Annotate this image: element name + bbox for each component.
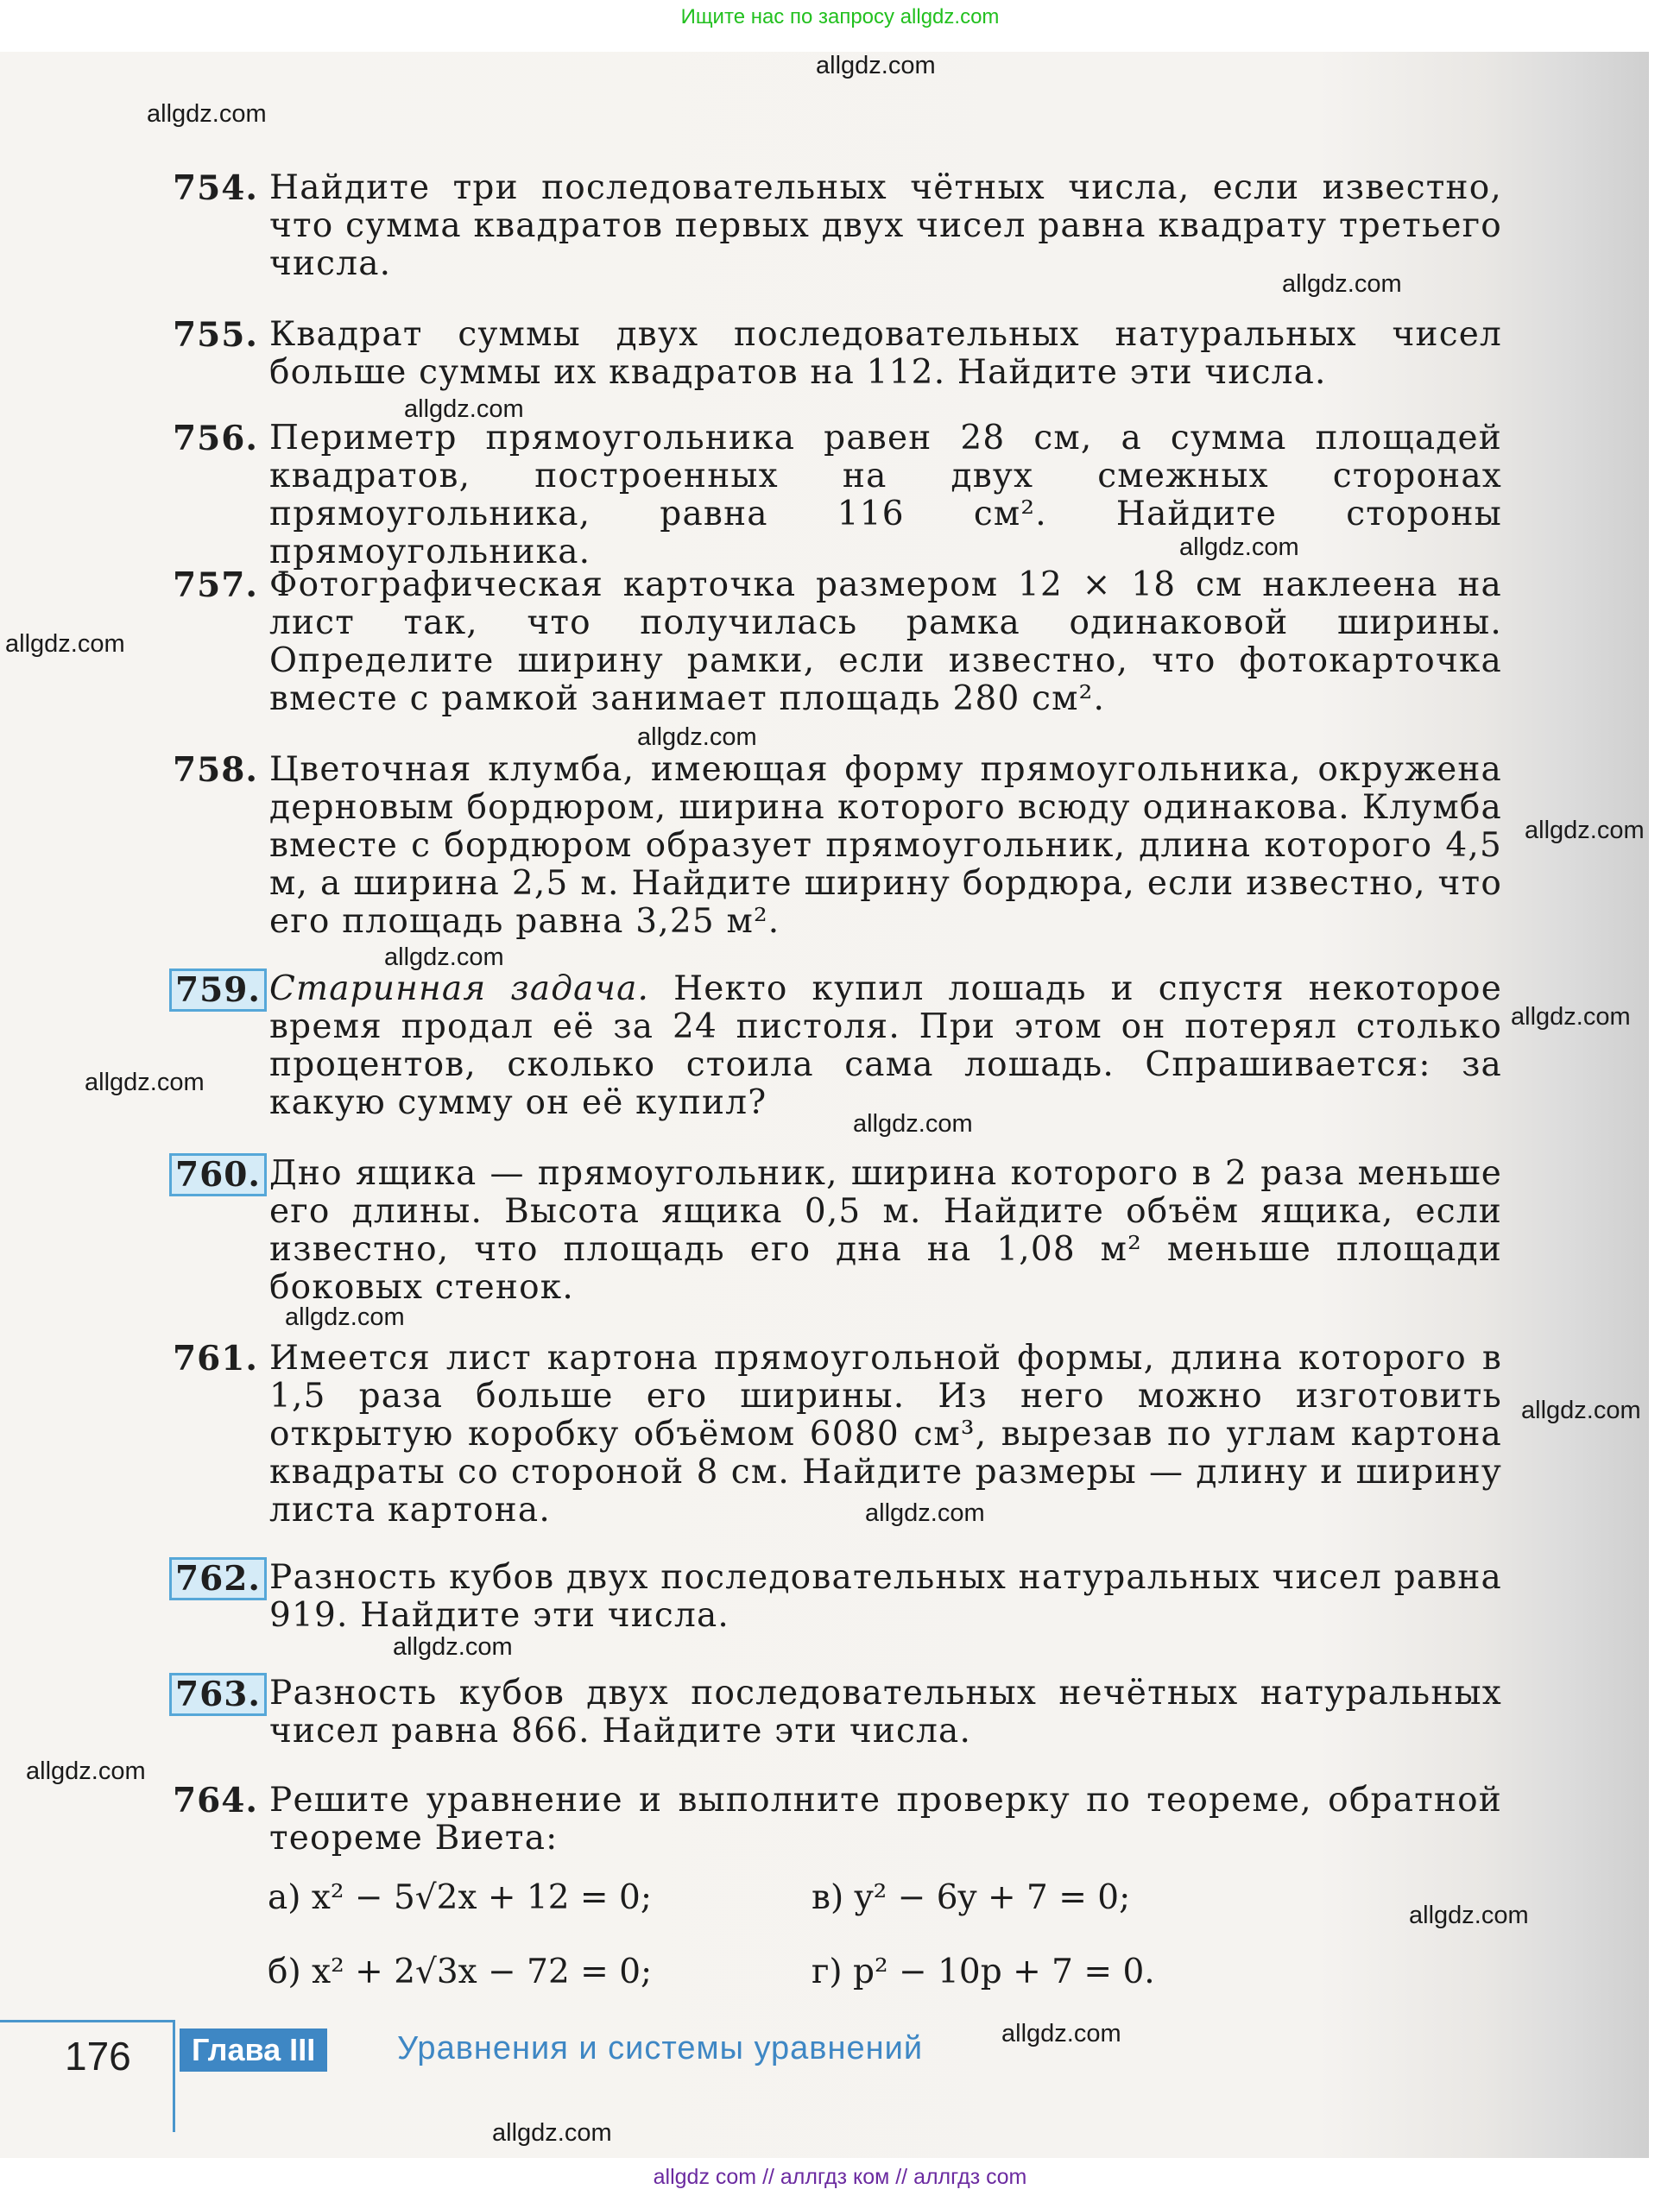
problem-762 bbox=[173, 1559, 1502, 1635]
watermark: allgdz.com bbox=[492, 2119, 612, 2147]
bottom-banner[interactable]: allgdz com // аллгдз ком // аллгдз com bbox=[653, 2165, 1027, 2189]
problem-number: 763. bbox=[169, 1673, 267, 1716]
footer-rule bbox=[0, 2020, 174, 2022]
problem-text: Разность кубов двух последовательных натуральных чисел равна 919. Найдите эти числа. bbox=[269, 1558, 1502, 1635]
watermark: allgdz.com bbox=[147, 100, 267, 128]
problem-body: Некто купил лошадь и спустя некоторое время продал её за 24 пистоля. При этом он потерял столько процентов, сколько стоила сама лошадь. Спрашивается: за какую сумму он её купил? bbox=[269, 969, 1503, 1122]
top-banner[interactable]: Ищите нас по запросу allgdz.com bbox=[680, 5, 1000, 28]
problem-text: Разность кубов двух последовательных нечётных натуральных чисел равна 866. Найдите эти числа. bbox=[269, 1674, 1502, 1751]
watermark: allgdz.com bbox=[404, 395, 524, 423]
watermark: allgdz.com bbox=[1179, 533, 1299, 561]
watermark: allgdz.com bbox=[5, 630, 125, 658]
problem-text: Фотографическая карточка размером 12 × 18 см наклеена на лист так, что получилась рамка одинаковой ширины. Определите ширину рамки, если известно, что фотокарточка вместе с рамкой занимает площадь 280 см². bbox=[269, 565, 1502, 718]
watermark: allgdz.com bbox=[865, 1499, 985, 1527]
problem-number: 758. bbox=[173, 750, 258, 790]
problem-text: Периметр прямоугольника равен 28 см, а сумма площадей квадратов, построенных на двух смежных сторонах прямоугольника, равна 116 см². Найдите стороны прямоугольника. bbox=[269, 419, 1502, 571]
problem-761 bbox=[173, 1340, 1502, 1530]
problem-758 bbox=[173, 751, 1502, 941]
problem-text: Квадрат суммы двух последовательных натуральных чисел больше суммы их квадратов на 112. Найдите эти числа. bbox=[269, 315, 1502, 392]
watermark: allgdz.com bbox=[853, 1110, 973, 1138]
problem-764 bbox=[173, 1782, 1502, 1858]
chapter-label: Глава III bbox=[180, 2028, 327, 2072]
problem-text: Дно ящика — прямоугольник, ширина которого в 2 раза меньше его длины. Высота ящика 0,5 м. Найдите объём ящика, если известно, что площадь его дна на 1,08 м² меньше площади боковых стенок. bbox=[269, 1154, 1502, 1307]
problem-754 bbox=[173, 169, 1502, 283]
watermark: allgdz.com bbox=[1409, 1902, 1529, 1929]
problem-759 bbox=[173, 970, 1502, 1122]
watermark: allgdz.com bbox=[637, 723, 757, 751]
problem-number: 761. bbox=[173, 1339, 258, 1379]
watermark: allgdz.com bbox=[1001, 2020, 1121, 2047]
problem-757 bbox=[173, 566, 1502, 718]
equation-a: а) x² − 5√2x + 12 = 0; bbox=[268, 1878, 652, 1917]
problem-number: 760. bbox=[169, 1153, 267, 1196]
watermark: allgdz.com bbox=[393, 1633, 513, 1661]
watermark: allgdz.com bbox=[1525, 817, 1645, 844]
footer-rule bbox=[173, 2020, 175, 2132]
problem-text: Имеется лист картона прямоугольной формы, длина которого в 1,5 раза больше его ширины. Из него можно изготовить открытую коробку объёмом 6080 см³, вырезав по углам картона квадраты со стороной 8 см. Найдите размеры — длину и ширину листа картона. bbox=[269, 1339, 1502, 1530]
watermark: allgdz.com bbox=[85, 1069, 205, 1096]
problem-lead: Старинная задача. bbox=[269, 969, 650, 1008]
problem-text: Решите уравнение и выполните проверку по теореме, обратной теореме Виета: bbox=[269, 1781, 1502, 1858]
problem-text bbox=[269, 970, 1502, 1122]
watermark: allgdz.com bbox=[285, 1303, 405, 1331]
equation-b: б) x² + 2√3x − 72 = 0; bbox=[268, 1953, 653, 1991]
page-number: 176 bbox=[65, 2034, 131, 2079]
problem-number: 756. bbox=[173, 419, 258, 458]
equation-v: в) y² − 6y + 7 = 0; bbox=[812, 1878, 1131, 1917]
problem-755 bbox=[173, 316, 1502, 392]
problem-756 bbox=[173, 420, 1502, 571]
watermark: allgdz.com bbox=[1282, 270, 1402, 298]
watermark: allgdz.com bbox=[384, 943, 504, 971]
problem-763 bbox=[173, 1675, 1502, 1751]
watermark: allgdz.com bbox=[1521, 1397, 1641, 1424]
problem-number: 759. bbox=[169, 969, 267, 1012]
problem-number: 757. bbox=[173, 565, 258, 605]
watermark: allgdz.com bbox=[816, 52, 936, 79]
problem-number: 764. bbox=[173, 1781, 258, 1820]
problem-number: 754. bbox=[173, 168, 258, 208]
problem-760 bbox=[173, 1155, 1502, 1307]
problem-text: Цветочная клумба, имеющая форму прямоугольника, окружена дерновым бордюром, ширина которого всюду одинакова. Клумба вместе с бордюром образует прямоугольник, длина которого 4,5 м, а ширина 2,5 м. Найдите ширину бордюра, если известно, что его площадь равна 3,25 м². bbox=[269, 750, 1502, 941]
chapter-title: Уравнения и системы уравнений bbox=[397, 2030, 924, 2066]
watermark: allgdz.com bbox=[1511, 1003, 1631, 1031]
equation-g: г) p² − 10p + 7 = 0. bbox=[812, 1953, 1155, 1991]
problem-number: 755. bbox=[173, 315, 258, 355]
problem-text: Найдите три последовательных чётных числа, если известно, что сумма квадратов первых двух чисел равна квадрату третьего числа. bbox=[269, 168, 1502, 283]
problem-number: 762. bbox=[169, 1557, 267, 1600]
watermark: allgdz.com bbox=[26, 1757, 146, 1785]
